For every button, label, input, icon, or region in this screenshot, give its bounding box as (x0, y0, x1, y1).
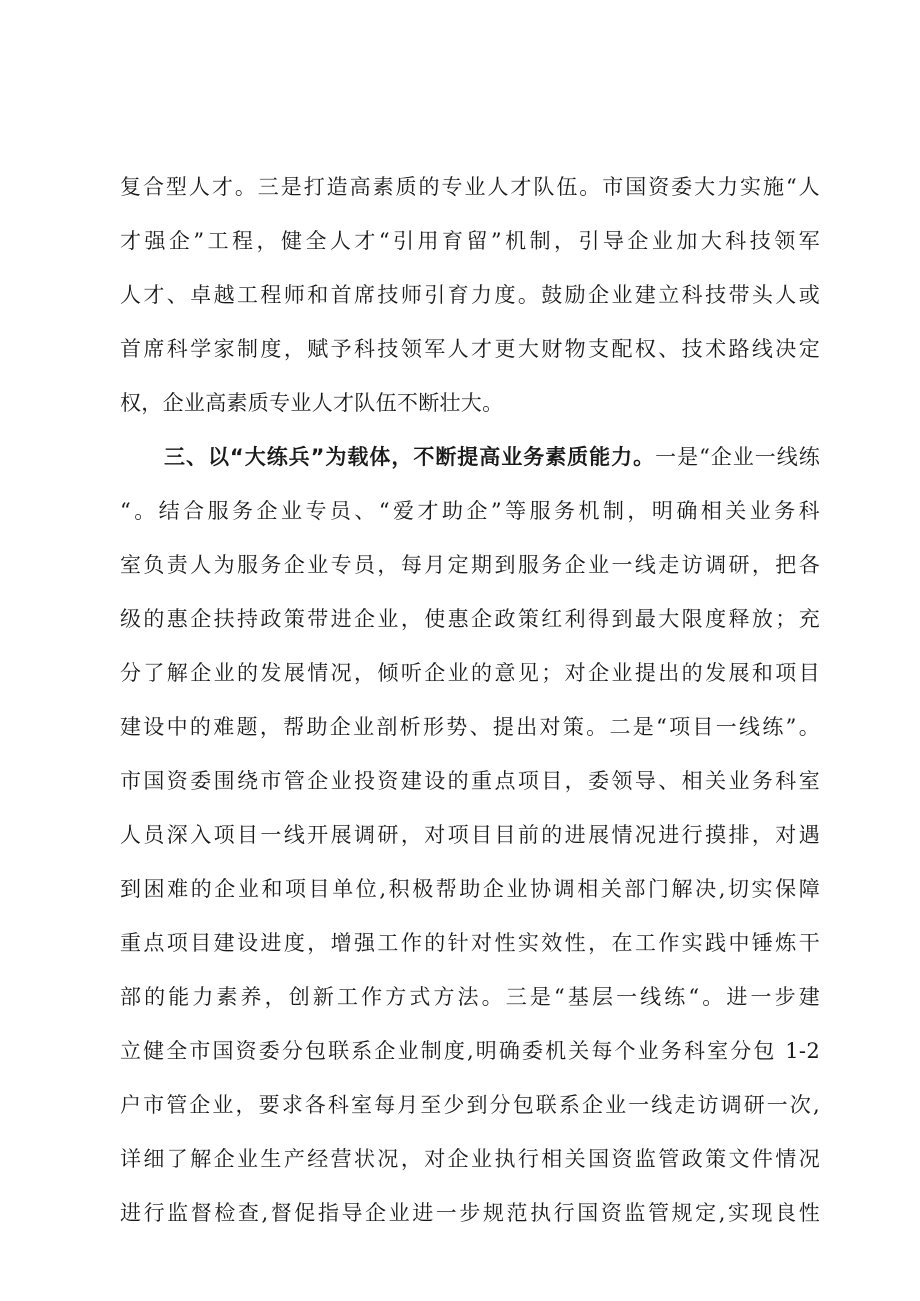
paragraph-line: 市国资委围绕市管企业投资建设的重点项目，委领导、相关业务科室 (120, 769, 820, 793)
heading-line-rest: 一是“企业一线练 (655, 445, 820, 469)
paragraph-line: 立健全市国资委分包联系企业制度,明确委机关每个业务科室分包 1-2 (120, 1039, 820, 1063)
paragraph-line: 级的惠企扶持政策带进企业，使惠企政策红利得到最大限度释放；充 (120, 607, 820, 631)
paragraph-line: 人员深入项目一线开展调研，对项目目前的进展情况进行摸排，对遇 (120, 823, 820, 847)
paragraph-line: 到困难的企业和项目单位,积极帮助企业协调相关部门解决,切实保障 (120, 877, 820, 901)
paragraph-line: 重点项目建设进度，增强工作的针对性实效性，在工作实践中锤炼干 (120, 931, 820, 955)
paragraph-line: 户市管企业，要求各科室每月至少到分包联系企业一线走访调研一次, (120, 1093, 820, 1117)
paragraph-line: “。结合服务企业专员、“爱才助企”等服务机制，明确相关业务科 (120, 499, 820, 523)
section-heading-line (164, 442, 820, 472)
paragraph-line: 复合型人才。三是打造高素质的专业人才队伍。市国资委大力实施“人 (120, 175, 820, 199)
paragraph-line: 权，企业高素质专业人才队伍不断壮大。 (120, 391, 504, 415)
paragraph-line: 人才、卓越工程师和首席技师引育力度。鼓励企业建立科技带头人或 (120, 283, 820, 307)
paragraph-line: 详细了解企业生产经营状况，对企业执行相关国资监管政策文件情况 (120, 1147, 820, 1171)
paragraph-line: 建设中的难题，帮助企业剖析形势、提出对策。二是“项目一线练”。 (120, 715, 820, 739)
section-heading: 三、以“大练兵”为载体，不断提高业务素质能力。 (164, 445, 656, 469)
paragraph-line: 才强企”工程，健全人才“引用育留”机制，引导企业加大科技领军 (120, 229, 820, 253)
paragraph-line: 分了解企业的发展情况，倾听企业的意见；对企业提出的发展和项目 (120, 661, 820, 685)
paragraph-line: 部的能力素养，创新工作方式方法。三是“基层一线练“。进一步建 (120, 985, 820, 1009)
paragraph-line: 进行监督检查,督促指导企业进一步规范执行国资监管规定,实现良性 (120, 1201, 820, 1225)
paragraph-line: 室负责人为服务企业专员，每月定期到服务企业一线走访调研，把各 (120, 553, 820, 577)
paragraph-line: 首席科学家制度，赋予科技领军人才更大财物支配权、技术路线决定 (120, 337, 820, 361)
